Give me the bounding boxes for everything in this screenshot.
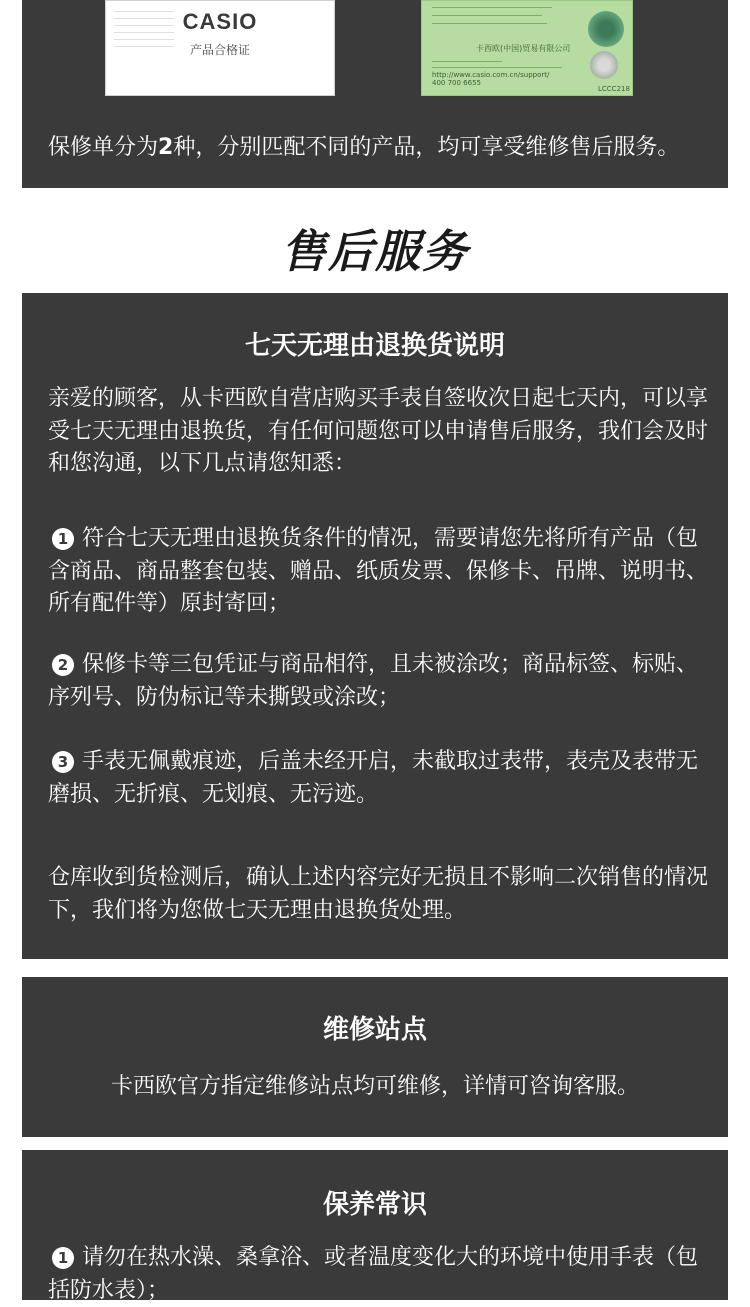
policy-item: 3 手表无佩戴痕迹，后盖未经开启，未截取过表带，表壳及表带无磨损、无折痕、无划痕、无污迹。 (48, 749, 699, 807)
repair-sites-title: 维修站点 (322, 1015, 427, 1045)
section-title: 售后服务 (280, 225, 469, 278)
warranty-note: 保修单分为2种，分别匹配不同的产品，均可享受维修售后服务。 (48, 135, 680, 160)
hologram-seal-icon (588, 11, 624, 47)
certificate-subtitle: 产品合格证 (189, 43, 250, 57)
return-policy-closing: 仓库收到货检测后，确认上述内容完好无损且不影响二次销售的情况下，我们将为您做七天无理由退换货处理。 (48, 865, 709, 923)
number-badge-icon: 1 (52, 528, 74, 550)
repair-sites-text: 卡西欧官方指定维修站点均可维修，详情可咨询客服。 (110, 1074, 639, 1099)
casio-logo: CASIO (182, 9, 258, 34)
stamp-seal-icon (590, 51, 618, 79)
care-tips-panel (22, 1150, 728, 1303)
card-text-line (432, 7, 552, 8)
number-badge-icon: 1 (52, 1247, 74, 1269)
card-text-line (432, 15, 542, 16)
care-tips-title: 保养常识 (322, 1190, 427, 1220)
card-text-line (432, 23, 547, 24)
card-company: 卡西欧(中国)贸易有限公司 (476, 44, 571, 53)
number-badge-icon: 3 (52, 751, 74, 773)
card-phone: 400 700 6655 (432, 79, 481, 87)
number-badge-icon: 2 (52, 654, 74, 676)
card-text-line (432, 61, 502, 62)
warranty-card-panel (22, 0, 728, 188)
repair-sites-panel (22, 977, 728, 1137)
return-policy-intro: 亲爱的顾客，从卡西欧自营店购买手表自签收次日起七天内，可以享受七天无理由退换货，有任何问题您可以申请售后服务，我们会及时和您沟通，以下几点请您知悉： (48, 386, 709, 476)
card-url: http://www.casio.com.cn/support/ (432, 71, 550, 79)
policy-item: 1 符合七天无理由退换货条件的情况，需要请您先将所有产品（包含商品、商品整套包装、赠品、纸质发票、保修卡、吊牌、说明书、所有配件等）原封寄回； (48, 526, 709, 616)
return-policy-title: 七天无理由退换货说明 (244, 331, 505, 361)
care-item: 1 请勿在热水澡、桑拿浴、或者温度变化大的环境中使用手表（包括防水表）； (48, 1245, 699, 1303)
return-policy-panel (22, 293, 728, 959)
green-warranty-card-image (421, 0, 633, 96)
casio-certificate-image (105, 0, 335, 96)
card-code: LCCC218 (598, 85, 630, 93)
policy-item: 2 保修卡等三包凭证与商品相符，且未被涂改；商品标签、标贴、序列号、防伪标记等未撕毁或涂改； (48, 652, 699, 710)
card-text-line (432, 67, 562, 68)
